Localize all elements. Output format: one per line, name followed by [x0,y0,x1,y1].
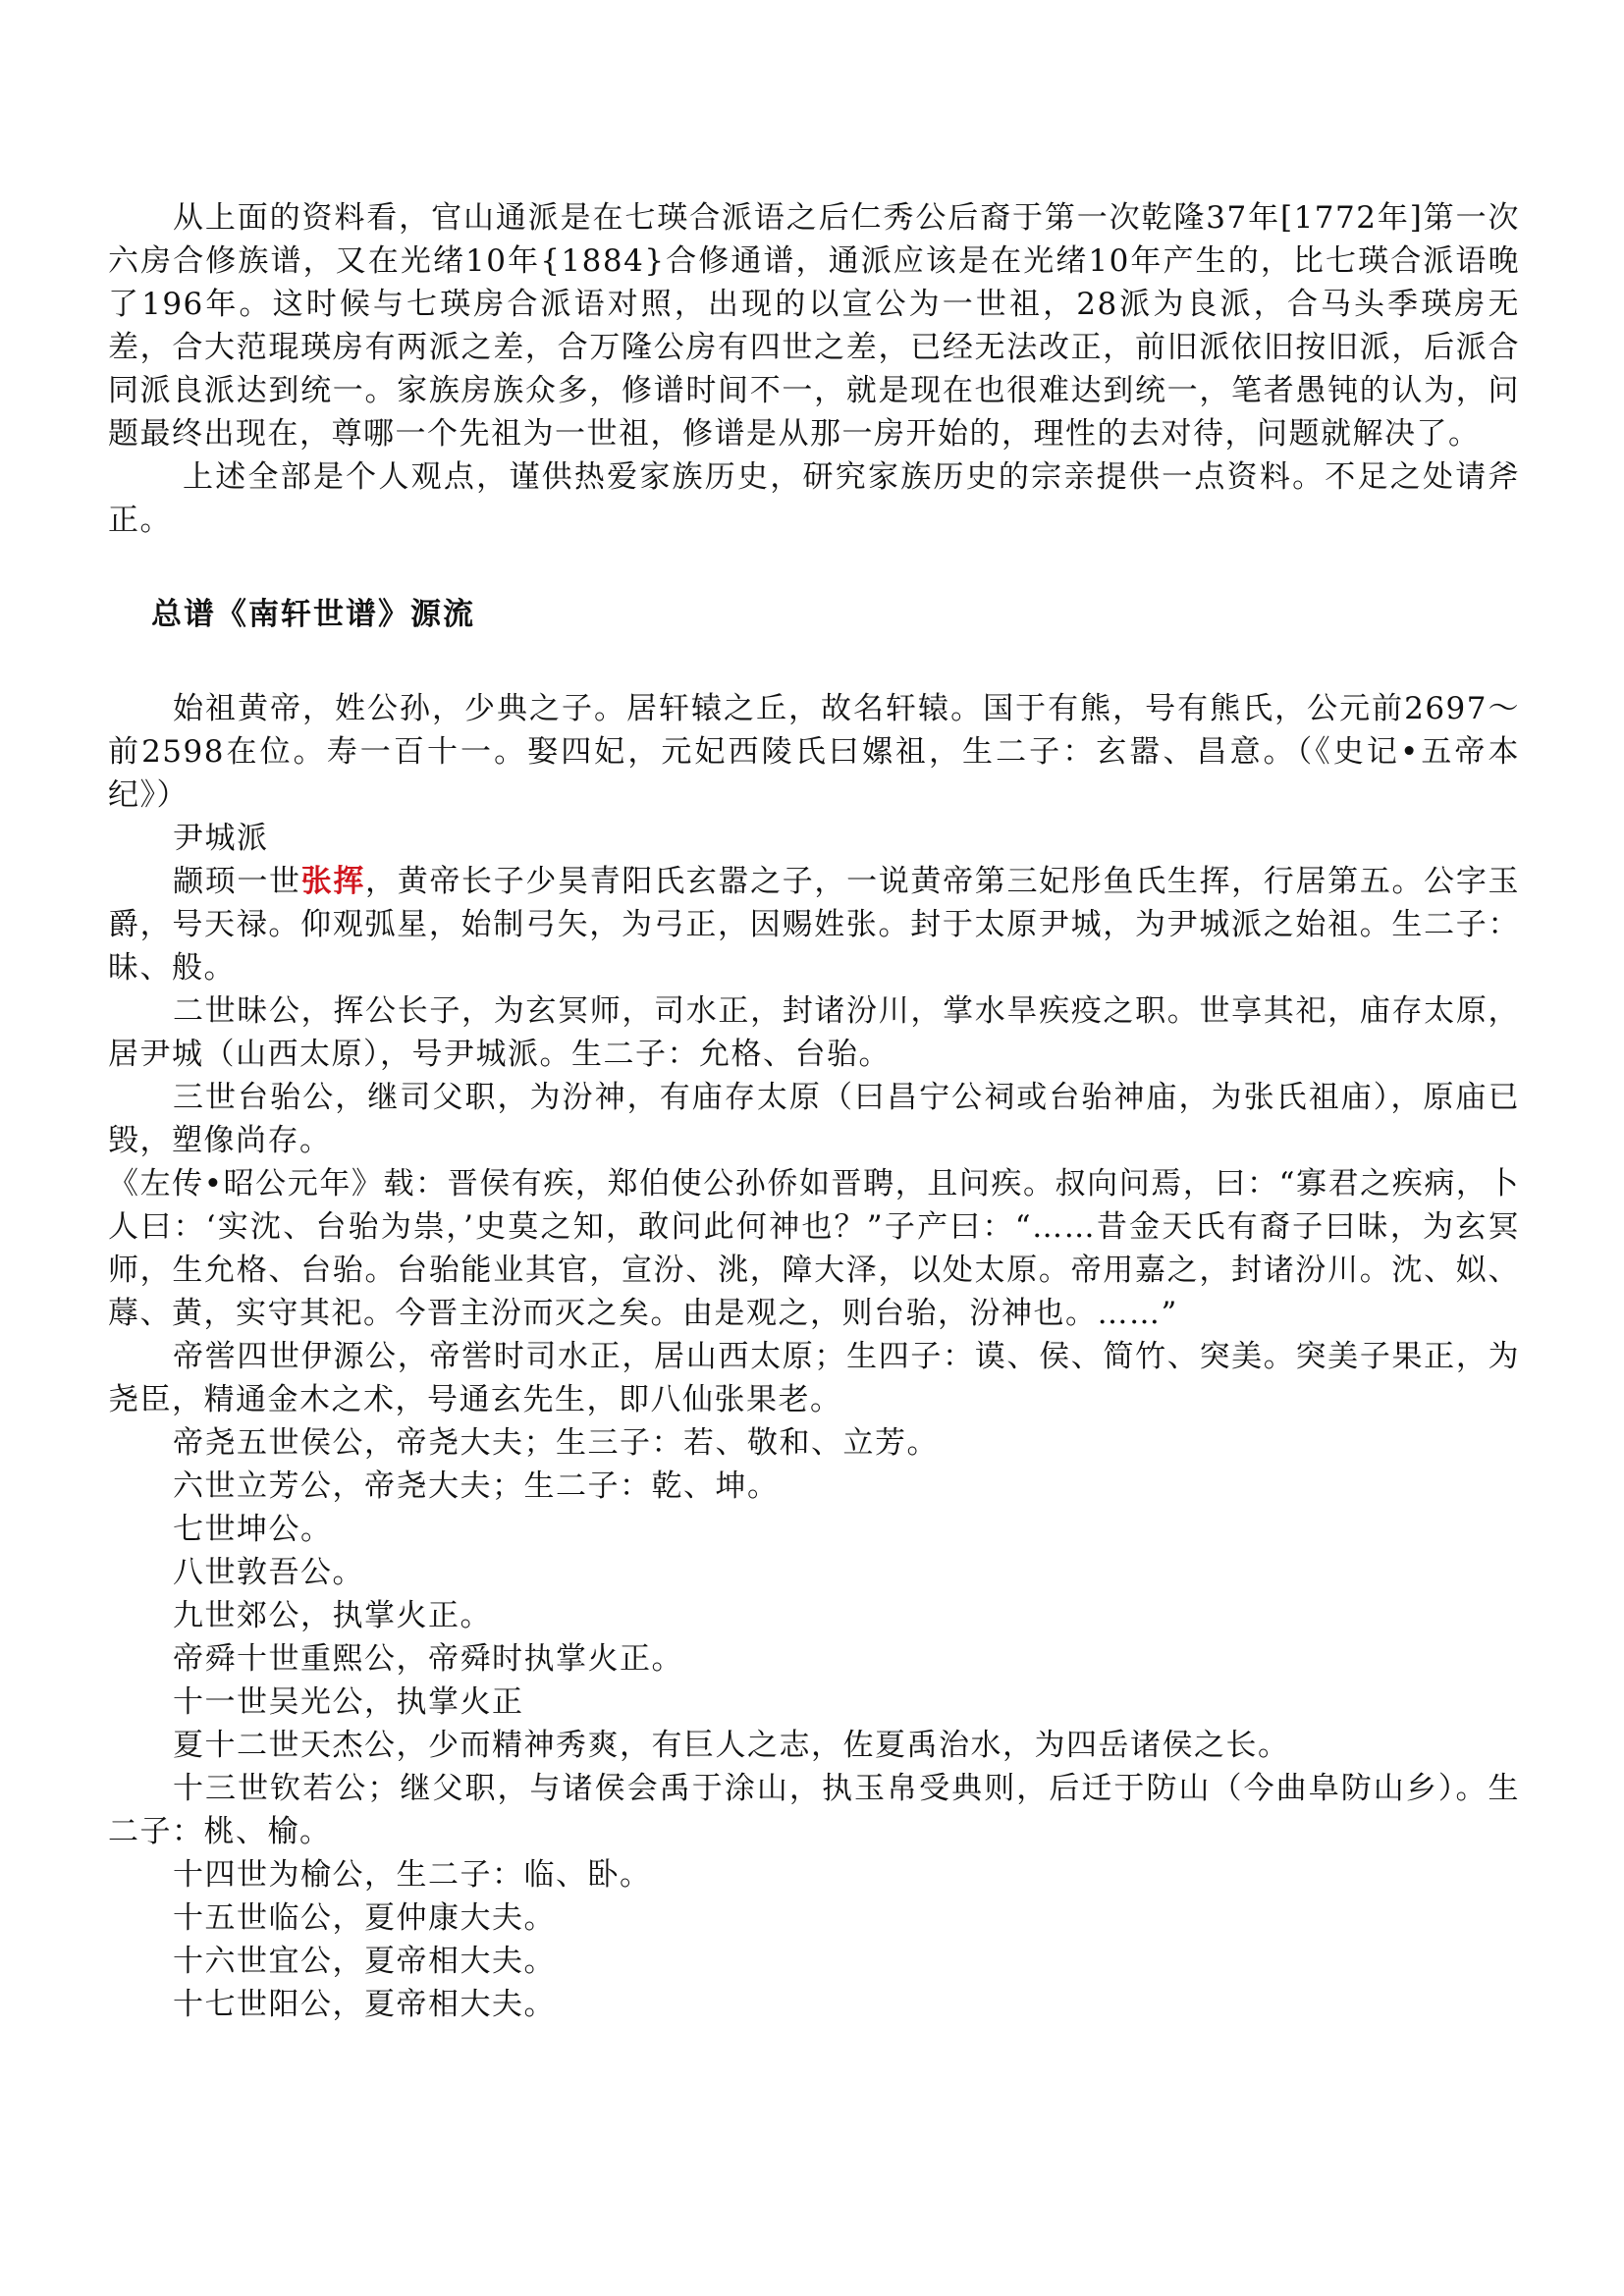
tenth-generation-line: 帝舜十世重熙公，帝舜时执掌火正。 [173,1641,683,1677]
zuozhuan-quote-paragraph: 《左传•昭公元年》载：晋侯有疾，郑伯使公孙侨如晋聘，且问疾。叔向问焉，曰：“寡君之疾病，卜人曰：‘实沈、台骀为祟，’史莫之知，敢问此何神也？”子产曰：“……昔金天氏有裔子曰昧，为玄冥师，生允格、台骀。台骀能业其官，宣汾、洮，障大泽，以处太原。帝用嘉之，封诸汾川。沈、姒、蓐、黄，实守其祀。今晋主汾而灭之矣。由是观之，则台骀，汾神也。……” [108,1166,1520,1331]
eighth-generation-line: 八世敦吾公。 [173,1555,364,1590]
first-generation-paragraph [108,860,1520,989]
intro-paragraph-1: 从上面的资料看，官山通派是在七瑛合派语之后仁秀公后裔于第一次乾隆37年[1772年]第一次六房合修族谱，又在光绪10年{1884}合修通谱，通派应该是在光绪10年产生的，比七瑛合派语晚了196年。这时候与七瑛房合派语对照，出现的以宣公为一世祖，28派为良派，合马头季瑛房无差，合大范琨瑛房有两派之差，合万隆公房有四世之差，已经无法改正，前旧派依旧按旧派，后派合同派良派达到统一。家族房族众多，修谱时间不一，就是现在也很难达到统一，笔者愚钝的认为，问题最终出现在，尊哪一个先祖为一世祖，修谱是从那一房开始的，理性的去对待，问题就解决了。 [108,200,1520,452]
spacer [108,542,1520,593]
ninth-generation-line: 九世郊公，执掌火正。 [173,1598,492,1633]
document-page [108,196,1520,2026]
seventeenth-generation-line: 十七世阳公，夏帝相大夫。 [173,1987,556,2022]
fourteenth-generation-line: 十四世为榆公，生二子：临、卧。 [173,1857,652,1893]
spacer [108,636,1520,687]
intro-paragraph-2: 上述全部是个人观点，谨供热爱家族历史，研究家族历史的宗亲提供一点资料。不足之处请斧正。 [108,459,1520,538]
eleventh-generation-line: 十一世吴光公，执掌火正 [173,1684,524,1720]
highlighted-ancestor-name: 张挥 [300,864,366,899]
section-heading: 总谱《南轩世谱》源流 [151,597,475,632]
second-generation-paragraph: 二世昧公，挥公长子，为玄冥师，司水正，封诸汾川，掌水旱疾疫之职。世享其祀，庙存太原，居尹城（山西太原），号尹城派。生二子：允格、台骀。 [108,993,1520,1072]
sixteenth-generation-line: 十六世宜公，夏帝相大夫。 [173,1944,556,1979]
fifteenth-generation-line: 十五世临公，夏仲康大夫。 [173,1900,556,1936]
first-generation-text: ，黄帝长子少昊青阳氏玄嚣之子，一说黄帝第三妃彤鱼氏生挥，行居第五。公字玉爵，号天禄。仰观弧星，始制弓矢，为弓正，因赐姓张。封于太原尹城，为尹城派之始祖。生二子：昧、般。 [108,864,1521,986]
sixth-generation-line: 六世立芳公，帝尧大夫；生二子：乾、坤。 [173,1468,780,1504]
fifth-generation-line: 帝尧五世侯公，帝尧大夫；生三子：若、敬和、立芳。 [173,1425,939,1461]
seventh-generation-line: 七世坤公。 [173,1512,333,1547]
twelfth-generation-line: 夏十二世天杰公，少而精神秀爽，有巨人之志，佐夏禹治水，为四岳诸侯之长。 [173,1728,1290,1763]
fourth-generation-paragraph: 帝喾四世伊源公，帝喾时司水正，居山西太原；生四子：谟、侯、简竹、突美。突美子果正，为尧臣，精通金木之术，号通玄先生，即八仙张果老。 [108,1339,1520,1417]
origin-paragraph: 始祖黄帝，姓公孙，少典之子。居轩辕之丘，故名轩辕。国于有熊，号有熊氏，公元前2697～前2598在位。寿一百十一。娶四妃，元妃西陵氏曰嫘祖，生二子：玄嚣、昌意。（《史记•五帝本纪》） [108,691,1520,813]
branch-label: 尹城派 [173,821,269,856]
first-generation-prefix: 颛顼一世 [173,864,301,899]
third-generation-paragraph: 三世台骀公，继司父职，为汾神，有庙存太原（曰昌宁公祠或台骀神庙，为张氏祖庙），原庙已毁，塑像尚存。 [108,1080,1520,1158]
thirteenth-generation-paragraph: 十三世钦若公；继父职，与诸侯会禹于涂山，执玉帛受典则，后迁于防山（今曲阜防山乡）。生二子：桃、榆。 [108,1771,1520,1849]
